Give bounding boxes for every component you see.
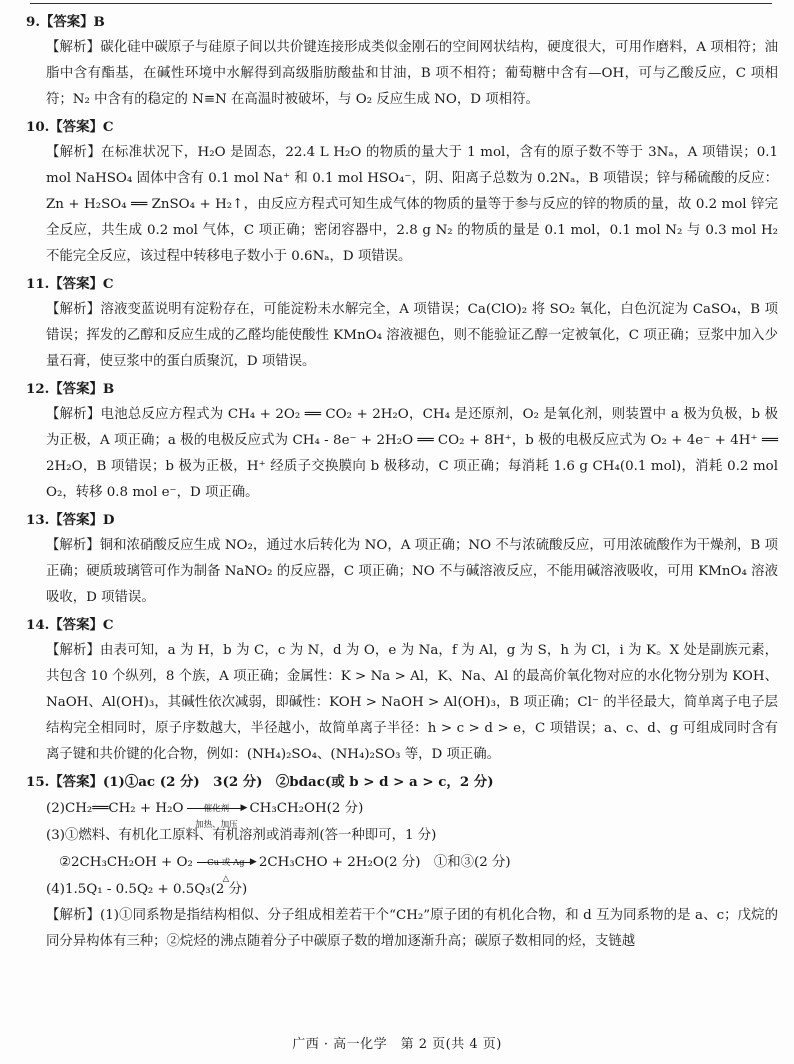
item-13 bbox=[26, 507, 778, 611]
item-12 bbox=[26, 376, 778, 506]
answer-label: 12.【答案】B bbox=[26, 381, 115, 397]
analysis-text: 【解析】由表可知，a 为 H，b 为 C，c 为 N，d 为 O，e 为 Na，f 为 Al，g 为 S，h 为 Cl，i 为 K。X 处是副族元素，共包含 10 个纵列，8 个族，A 项正确；金属性：K > Na > Al，K、Na、Al 的最高价氧化物对应的水化物分别为 KOH、NaOH、Al(OH)₃，其碱性依次减弱，即碱性：KOH > NaOH > Al(OH)₃，B 项正确；Cl⁻ 的半径最大，简单离子电子层结构完全相同时，原子序数越大，半径越小，故简单离子半径：h > c > d > e，C 项错误；a、c、d、g 可组成同时含有离子键和共价键的化合物，例如：(NH₄)₂SO₄、(NH₄)₂SO₃ 等，D 项正确。 bbox=[46, 643, 778, 762]
answer-label: 14.【答案】C bbox=[26, 617, 114, 633]
answer-part-3b bbox=[26, 849, 778, 884]
analysis-text: 【解析】碳化硅中碳原子与硅原子间以共价键连接形成类似金刚石的空间网状结构，硬度很大，可用作磨料，A 项相符；油脂中含有酯基，在碱性环境中水解得到高级脂肪酸盐和甘油，B 项不相符；葡萄糖中含有—OH，可与乙酸反应，C 项相符；N₂ 中含有的稳定的 N≡N 在高温时被破坏，与 O₂ 反应生成 NO，D 项相符。 bbox=[46, 40, 778, 107]
analysis-text: 【解析】溶液变蓝说明有淀粉存在，可能淀粉未水解完全，A 项错误；Ca(ClO)₂ 将 SO₂ 氧化，白色沉淀为 CaSO₄，B 项错误；挥发的乙醇和反应生成的乙醛均能使酸性 KMnO₄ 溶液褪色，则不能验证乙醇一定被氧化，C 项正确；豆浆中加入少量石膏，使豆浆中的蛋白质聚沉，D 项错误。 bbox=[46, 302, 778, 369]
answer-content bbox=[26, 8, 778, 955]
arrow-condition-top: Cu 或 Ag bbox=[207, 857, 245, 868]
answer-part-4: (4)1.5Q₁ - 0.5Q₂ + 0.5Q₃(2 分) bbox=[46, 882, 248, 897]
analysis-text: 【解析】(1)①同系物是指结构相似、分子组成相差若干个“CH₂”原子团的有机化合物，和 d 互为同系物的是 a、c；戊烷的同分异构体有三种；②烷烃的沸点随着分子中碳原子数的增加逐渐升高；碳原子数相同的烃，支链越 bbox=[46, 908, 778, 949]
answer-label: 11.【答案】C bbox=[26, 276, 114, 292]
equation-right: 2CH₃CHO + 2H₂O(2 分) ①和③(2 分) bbox=[258, 855, 511, 870]
answer-label: 9.【答案】B bbox=[26, 14, 105, 30]
page-footer: 广西 · 高一化学 第 2 页(共 4 页) bbox=[292, 1037, 502, 1052]
equation-left: ②2CH₃CH₂OH + O₂ bbox=[59, 855, 193, 870]
arrow-condition-bottom: 加热、加压 bbox=[195, 819, 238, 830]
reaction-arrow: 催化剂 ▶ 加热、加压 bbox=[185, 799, 247, 819]
equation-right: CH₃CH₂OH(2 分) bbox=[249, 801, 364, 816]
answer-part-3: (3)①燃料、有机化工原料、有机溶剂或消毒剂(答一种即可，1 分) bbox=[46, 828, 437, 843]
item-15 bbox=[26, 769, 778, 955]
answer-label: 10.【答案】C bbox=[26, 119, 114, 135]
item-11 bbox=[26, 271, 778, 375]
reaction-arrow: Cu 或 Ag ▶ △ bbox=[195, 853, 257, 873]
analysis-text: 【解析】铜和浓硝酸反应生成 NO₂，通过水后转化为 NO，A 项正确；NO 不与浓硫酸反应，可用浓硫酸作为干燥剂，B 项正确；硬质玻璃管可作为制备 NaNO₂ 的反应器，C 项正确；NO 不与碱溶液反应，不能用碱溶液吸收，可用 KMnO₄ 溶液吸收，D 项错误。 bbox=[46, 538, 778, 605]
answer-label: 15.【答案】(1)①ac (2 分) 3(2 分) ②bdac(或 b > d > a > c，2 分) bbox=[26, 774, 494, 790]
item-10 bbox=[26, 114, 778, 270]
arrow-condition-bottom: △ bbox=[222, 873, 230, 884]
item-14 bbox=[26, 612, 778, 768]
arrow-condition-top: 催化剂 bbox=[203, 803, 230, 814]
analysis-text: 【解析】电池总反应方程式为 CH₄ + 2O₂ ══ CO₂ + 2H₂O，CH₄ 是还原剂，O₂ 是氧化剂，则装置中 a 极为负极，b 极为正极，A 项正确；a 极的电极反应式为 CH₄ - 8e⁻ + 2H₂O ══ CO₂ + 8H⁺，b 极的电极反应式为 O₂ + 4e⁻ + 4H⁺ ══ 2H₂O，B 项错误；b 极为正极，H⁺ 经质子交换膜向 b 极移动，C 项正确；每消耗 1.6 g CH₄(0.1 mol)，消耗 0.2 mol O₂，转移 0.8 mol e⁻，D 项正确。 bbox=[46, 407, 778, 500]
item-9 bbox=[26, 9, 778, 113]
analysis-text: 【解析】在标准状况下，H₂O 是固态，22.4 L H₂O 的物质的量大于 1 mol，含有的原子数不等于 3Nₐ，A 项错误；0.1 mol NaHSO₄ 固体中含有 0.1 mol Na⁺ 和 0.1 mol HSO₄⁻，阴、阳离子总数为 0.2Nₐ，B 项错误；锌与稀硫酸的反应：Zn + H₂SO₄ ══ ZnSO₄ + H₂↑，由反应方程式可知生成气体的物质的量等于参与反应的锌的物质的量，故 0.2 mol 锌完全反应，共生成 0.2 mol 气体，C 项正确；密闭容器中，2.8 g N₂ 的物质的量是 0.1 mol，0.1 mol N₂ 与 0.3 mol H₂ 不能完全反应，该过程中转移电子数小于 0.6Nₐ，D 项错误。 bbox=[46, 145, 778, 264]
answer-label: 13.【答案】D bbox=[26, 512, 115, 528]
top-rule bbox=[30, 3, 772, 4]
equation-left: (2)CH₂══CH₂ + H₂O bbox=[46, 801, 184, 816]
answer-part-2 bbox=[26, 795, 778, 830]
